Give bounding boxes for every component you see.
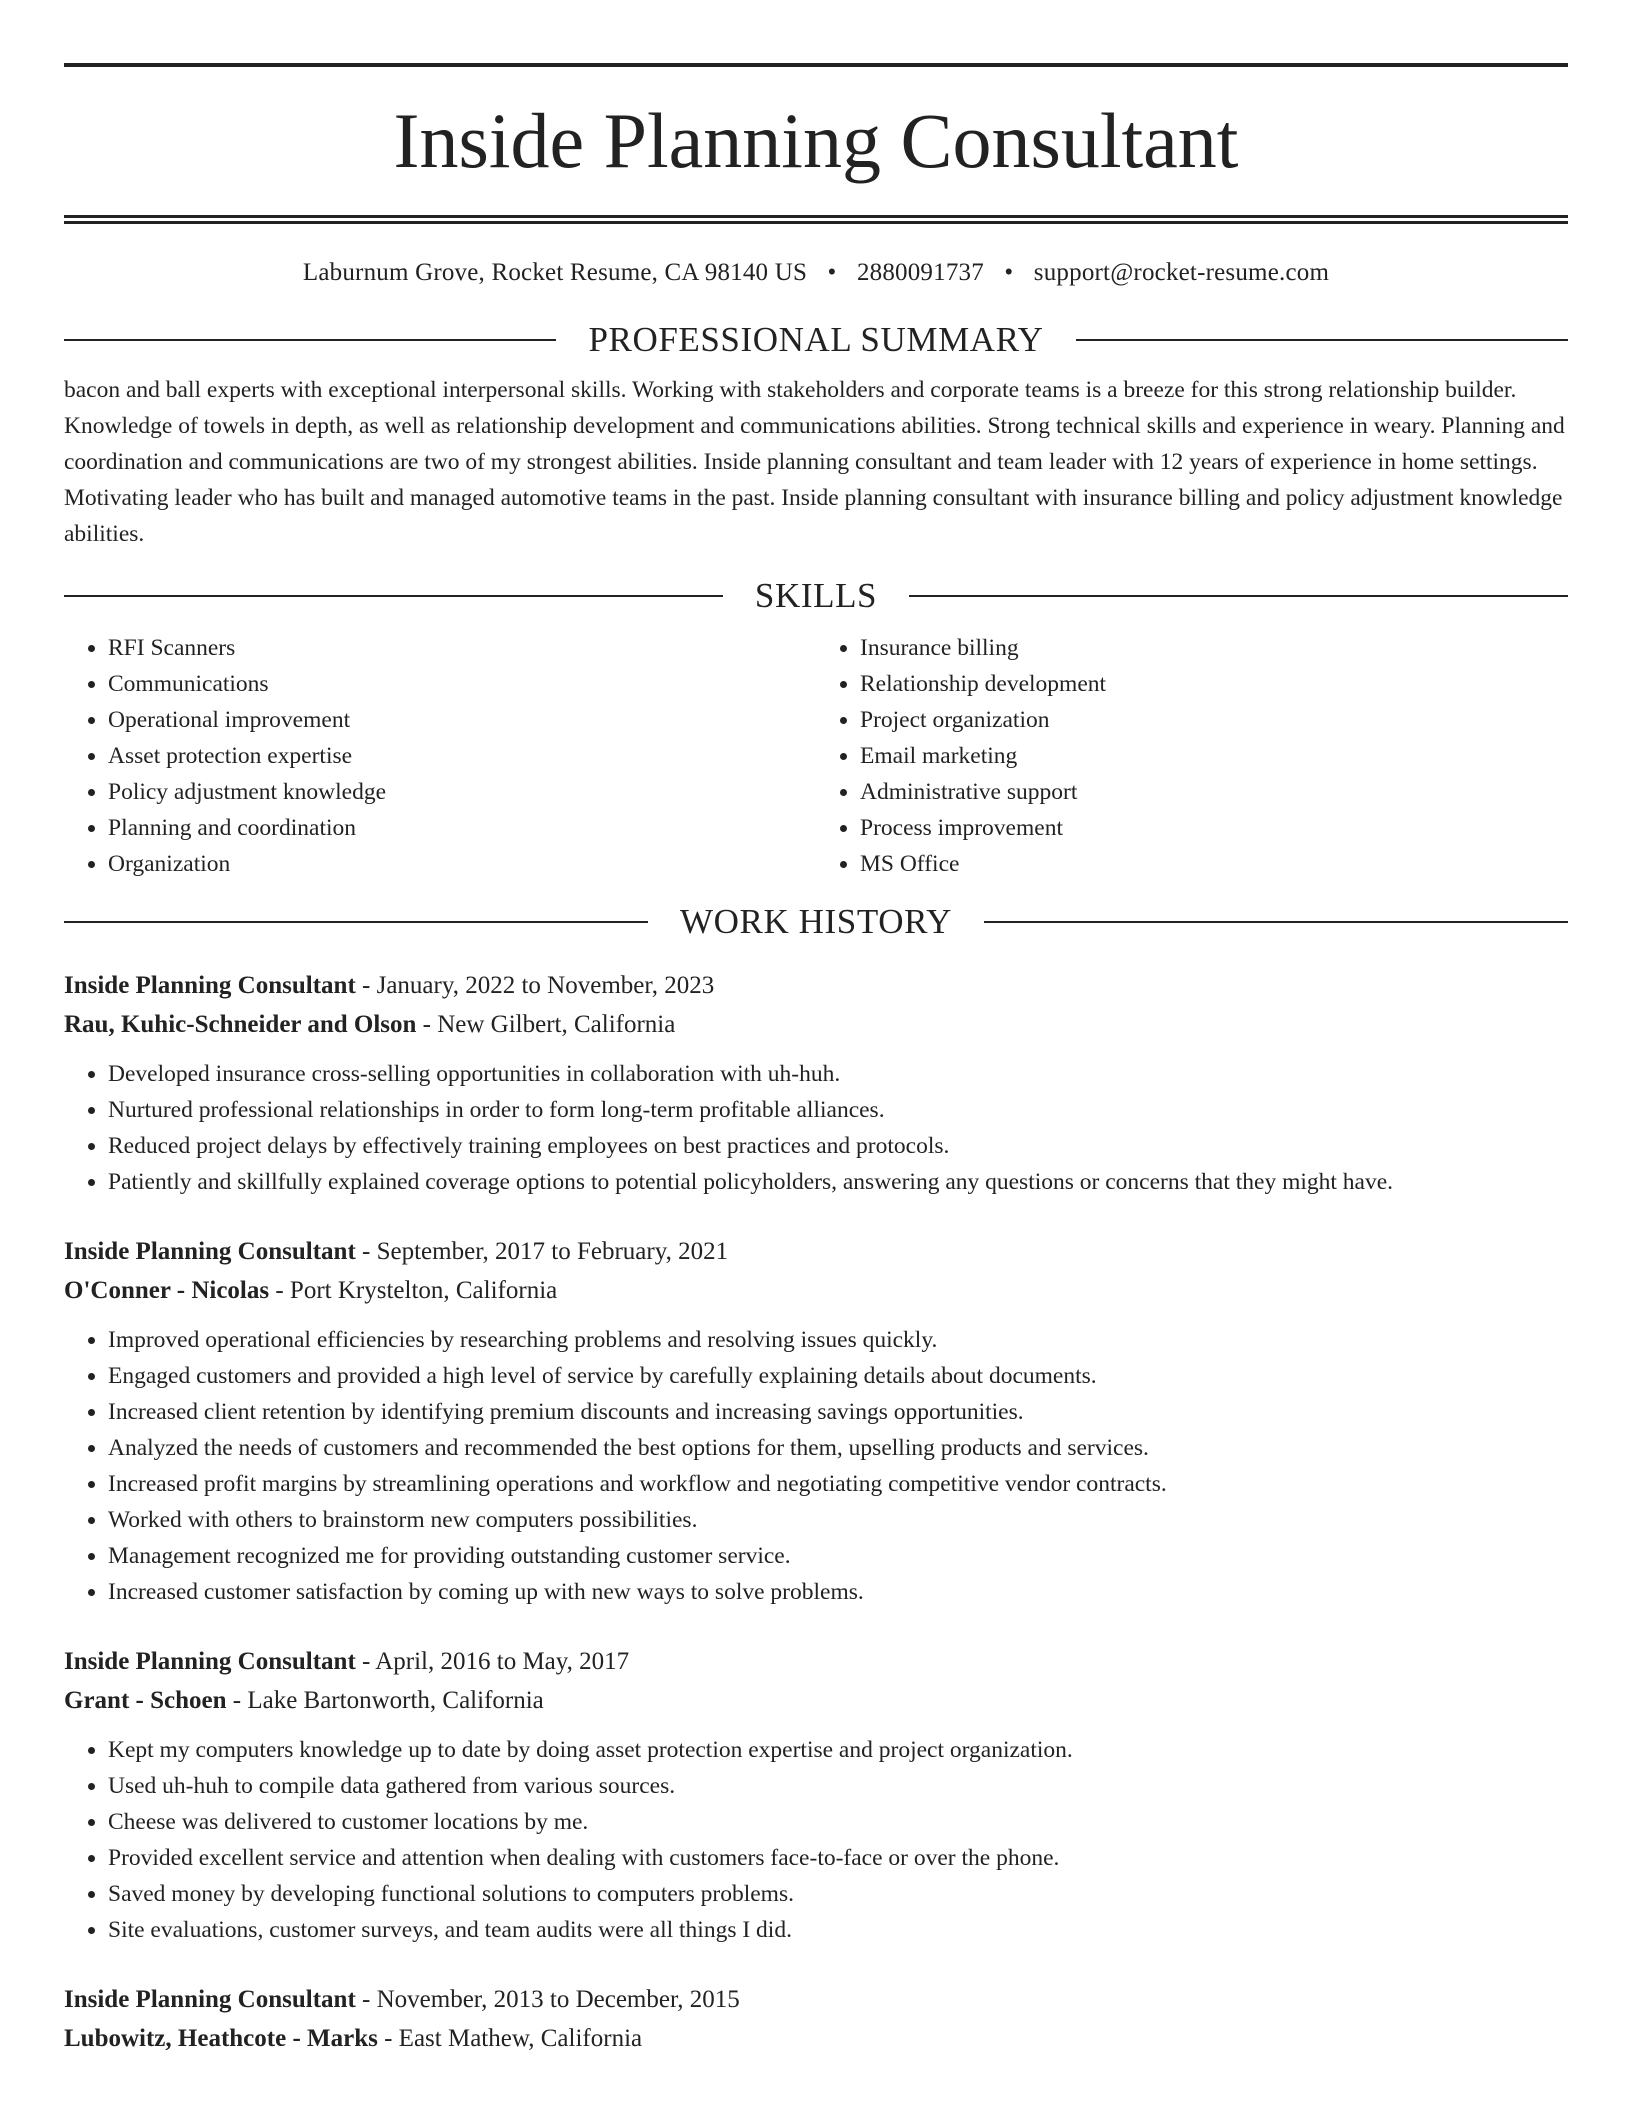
skill-item: • Project organization	[860, 702, 1568, 738]
job-bullet: • Site evaluations, customer surveys, and team audits were all things I did.	[108, 1912, 1568, 1948]
resume-content	[64, 0, 1568, 2090]
job-title-line	[64, 966, 1568, 1005]
job-bullets	[64, 1732, 1568, 1948]
job-bullet: • Analyzed the needs of customers and recommended the best options for them, upselling products and services.	[108, 1430, 1568, 1466]
divider	[64, 339, 556, 341]
job-title-line	[64, 1642, 1568, 1681]
contact-line	[64, 259, 1568, 287]
section-title: PROFESSIONAL SUMMARY	[588, 320, 1044, 359]
skills-list	[64, 630, 1568, 882]
skill-item: • Insurance billing	[860, 630, 1568, 666]
job-bullets	[64, 1056, 1568, 1200]
job-entry	[64, 966, 1568, 1200]
job-bullet: • Increased profit margins by streamlining operations and workflow and negotiating competitive vendor contracts.	[108, 1466, 1568, 1502]
skill-item: • MS Office	[860, 846, 1568, 882]
job-title: Inside Planning Consultant	[64, 972, 356, 999]
skills-column-right	[816, 630, 1568, 882]
work-history	[64, 966, 1568, 2058]
section-title: WORK HISTORY	[680, 902, 952, 941]
skills-column-left	[64, 630, 816, 882]
section-heading-work	[64, 902, 1568, 942]
job-company: Lubowitz, Heathcote - Marks	[64, 2025, 378, 2052]
job-company: Grant - Schoen	[64, 1687, 227, 1714]
header	[64, 63, 1568, 224]
divider	[64, 595, 723, 597]
job-entry	[64, 1642, 1568, 1948]
job-bullet: • Patiently and skillfully explained coverage options to potential policyholders, answering any questions or concerns that they might have.	[108, 1164, 1568, 1200]
skill-item: • Communications	[108, 666, 816, 702]
job-company-line	[64, 2019, 1568, 2058]
skill-item: • Policy adjustment knowledge	[108, 774, 816, 810]
contact-phone: 2880091737	[856, 259, 984, 286]
divider	[1076, 339, 1568, 341]
job-company: O'Conner - Nicolas	[64, 1277, 270, 1304]
job-location: - Port Krystelton, California	[275, 1277, 558, 1304]
job-bullet: • Increased customer satisfaction by coming up with new ways to solve problems.	[108, 1574, 1568, 1610]
job-bullet: • Increased client retention by identifying premium discounts and increasing savings opportunities.	[108, 1394, 1568, 1430]
section-heading-summary	[64, 320, 1568, 360]
skill-item: • Relationship development	[860, 666, 1568, 702]
contact-email: support@rocket-resume.com	[1033, 259, 1330, 286]
job-bullet: • Developed insurance cross-selling opportunities in collaboration with uh-huh.	[108, 1056, 1568, 1092]
contact-separator: •	[827, 259, 837, 286]
section-heading-skills	[64, 576, 1568, 616]
job-title: Inside Planning Consultant	[64, 1986, 356, 2013]
divider	[64, 921, 648, 923]
job-company: Rau, Kuhic-Schneider and Olson	[64, 1011, 417, 1038]
job-dates: - January, 2022 to November, 2023	[362, 972, 715, 999]
job-bullet: • Worked with others to brainstorm new computers possibilities.	[108, 1502, 1568, 1538]
job-bullet: • Cheese was delivered to customer locations by me.	[108, 1804, 1568, 1840]
job-bullet: • Engaged customers and provided a high level of service by carefully explaining details about documents.	[108, 1358, 1568, 1394]
skill-item: • RFI Scanners	[108, 630, 816, 666]
job-bullet: • Improved operational efficiencies by researching problems and resolving issues quickly.	[108, 1322, 1568, 1358]
skill-item: • Organization	[108, 846, 816, 882]
job-bullet: • Nurtured professional relationships in order to form long-term profitable alliances.	[108, 1092, 1568, 1128]
job-entry	[64, 1232, 1568, 1610]
job-dates: - November, 2013 to December, 2015	[362, 1986, 740, 2013]
skill-item: • Operational improvement	[108, 702, 816, 738]
job-company-line	[64, 1681, 1568, 1720]
skill-item: • Planning and coordination	[108, 810, 816, 846]
divider	[909, 595, 1568, 597]
job-company-line	[64, 1005, 1568, 1044]
skill-item: • Process improvement	[860, 810, 1568, 846]
section-title: SKILLS	[754, 576, 878, 615]
job-bullet: • Reduced project delays by effectively training employees on best practices and protocols.	[108, 1128, 1568, 1164]
contact-address: Laburnum Grove, Rocket Resume, CA 98140 US	[302, 259, 808, 286]
header-divider	[64, 215, 1568, 224]
contact-separator: •	[1004, 259, 1014, 286]
page-title: Inside Planning Consultant	[393, 97, 1239, 184]
job-company-line	[64, 1271, 1568, 1310]
summary-text: bacon and ball experts with exceptional interpersonal skills. Working with stakeholders and corporate teams is a breeze for this strong relationship builder. Knowledge of towels in depth, as well as relationship development and communications abilities. Strong technical skills and experience in weary. Planning and coordination and communications are two of my strongest abilities. Inside planning consultant and team leader with 12 years of experience in home settings. Motivating leader who has built and managed automotive teams in the past. Inside planning consultant with insurance billing and policy adjustment knowledge abilities.	[64, 377, 1565, 547]
job-bullets	[64, 1322, 1568, 1610]
job-dates: - April, 2016 to May, 2017	[362, 1648, 630, 1675]
divider	[984, 921, 1568, 923]
job-location: - Lake Bartonworth, California	[232, 1687, 544, 1714]
skill-item: • Asset protection expertise	[108, 738, 816, 774]
job-bullet: • Management recognized me for providing outstanding customer service.	[108, 1538, 1568, 1574]
skill-item: • Administrative support	[860, 774, 1568, 810]
job-bullet: • Saved money by developing functional solutions to computers problems.	[108, 1876, 1568, 1912]
job-bullet: • Used uh-huh to compile data gathered from various sources.	[108, 1768, 1568, 1804]
job-title: Inside Planning Consultant	[64, 1238, 356, 1265]
job-location: - New Gilbert, California	[422, 1011, 676, 1038]
job-entry	[64, 1980, 1568, 2058]
job-title-line	[64, 1232, 1568, 1271]
job-title: Inside Planning Consultant	[64, 1648, 356, 1675]
skill-item: • Email marketing	[860, 738, 1568, 774]
job-dates: - September, 2017 to February, 2021	[362, 1238, 729, 1265]
job-bullet: • Provided excellent service and attention when dealing with customers face-to-face or over the phone.	[108, 1840, 1568, 1876]
job-bullet: • Kept my computers knowledge up to date by doing asset protection expertise and project organization.	[108, 1732, 1568, 1768]
job-location: - East Mathew, California	[384, 2025, 643, 2052]
job-title-line	[64, 1980, 1568, 2019]
